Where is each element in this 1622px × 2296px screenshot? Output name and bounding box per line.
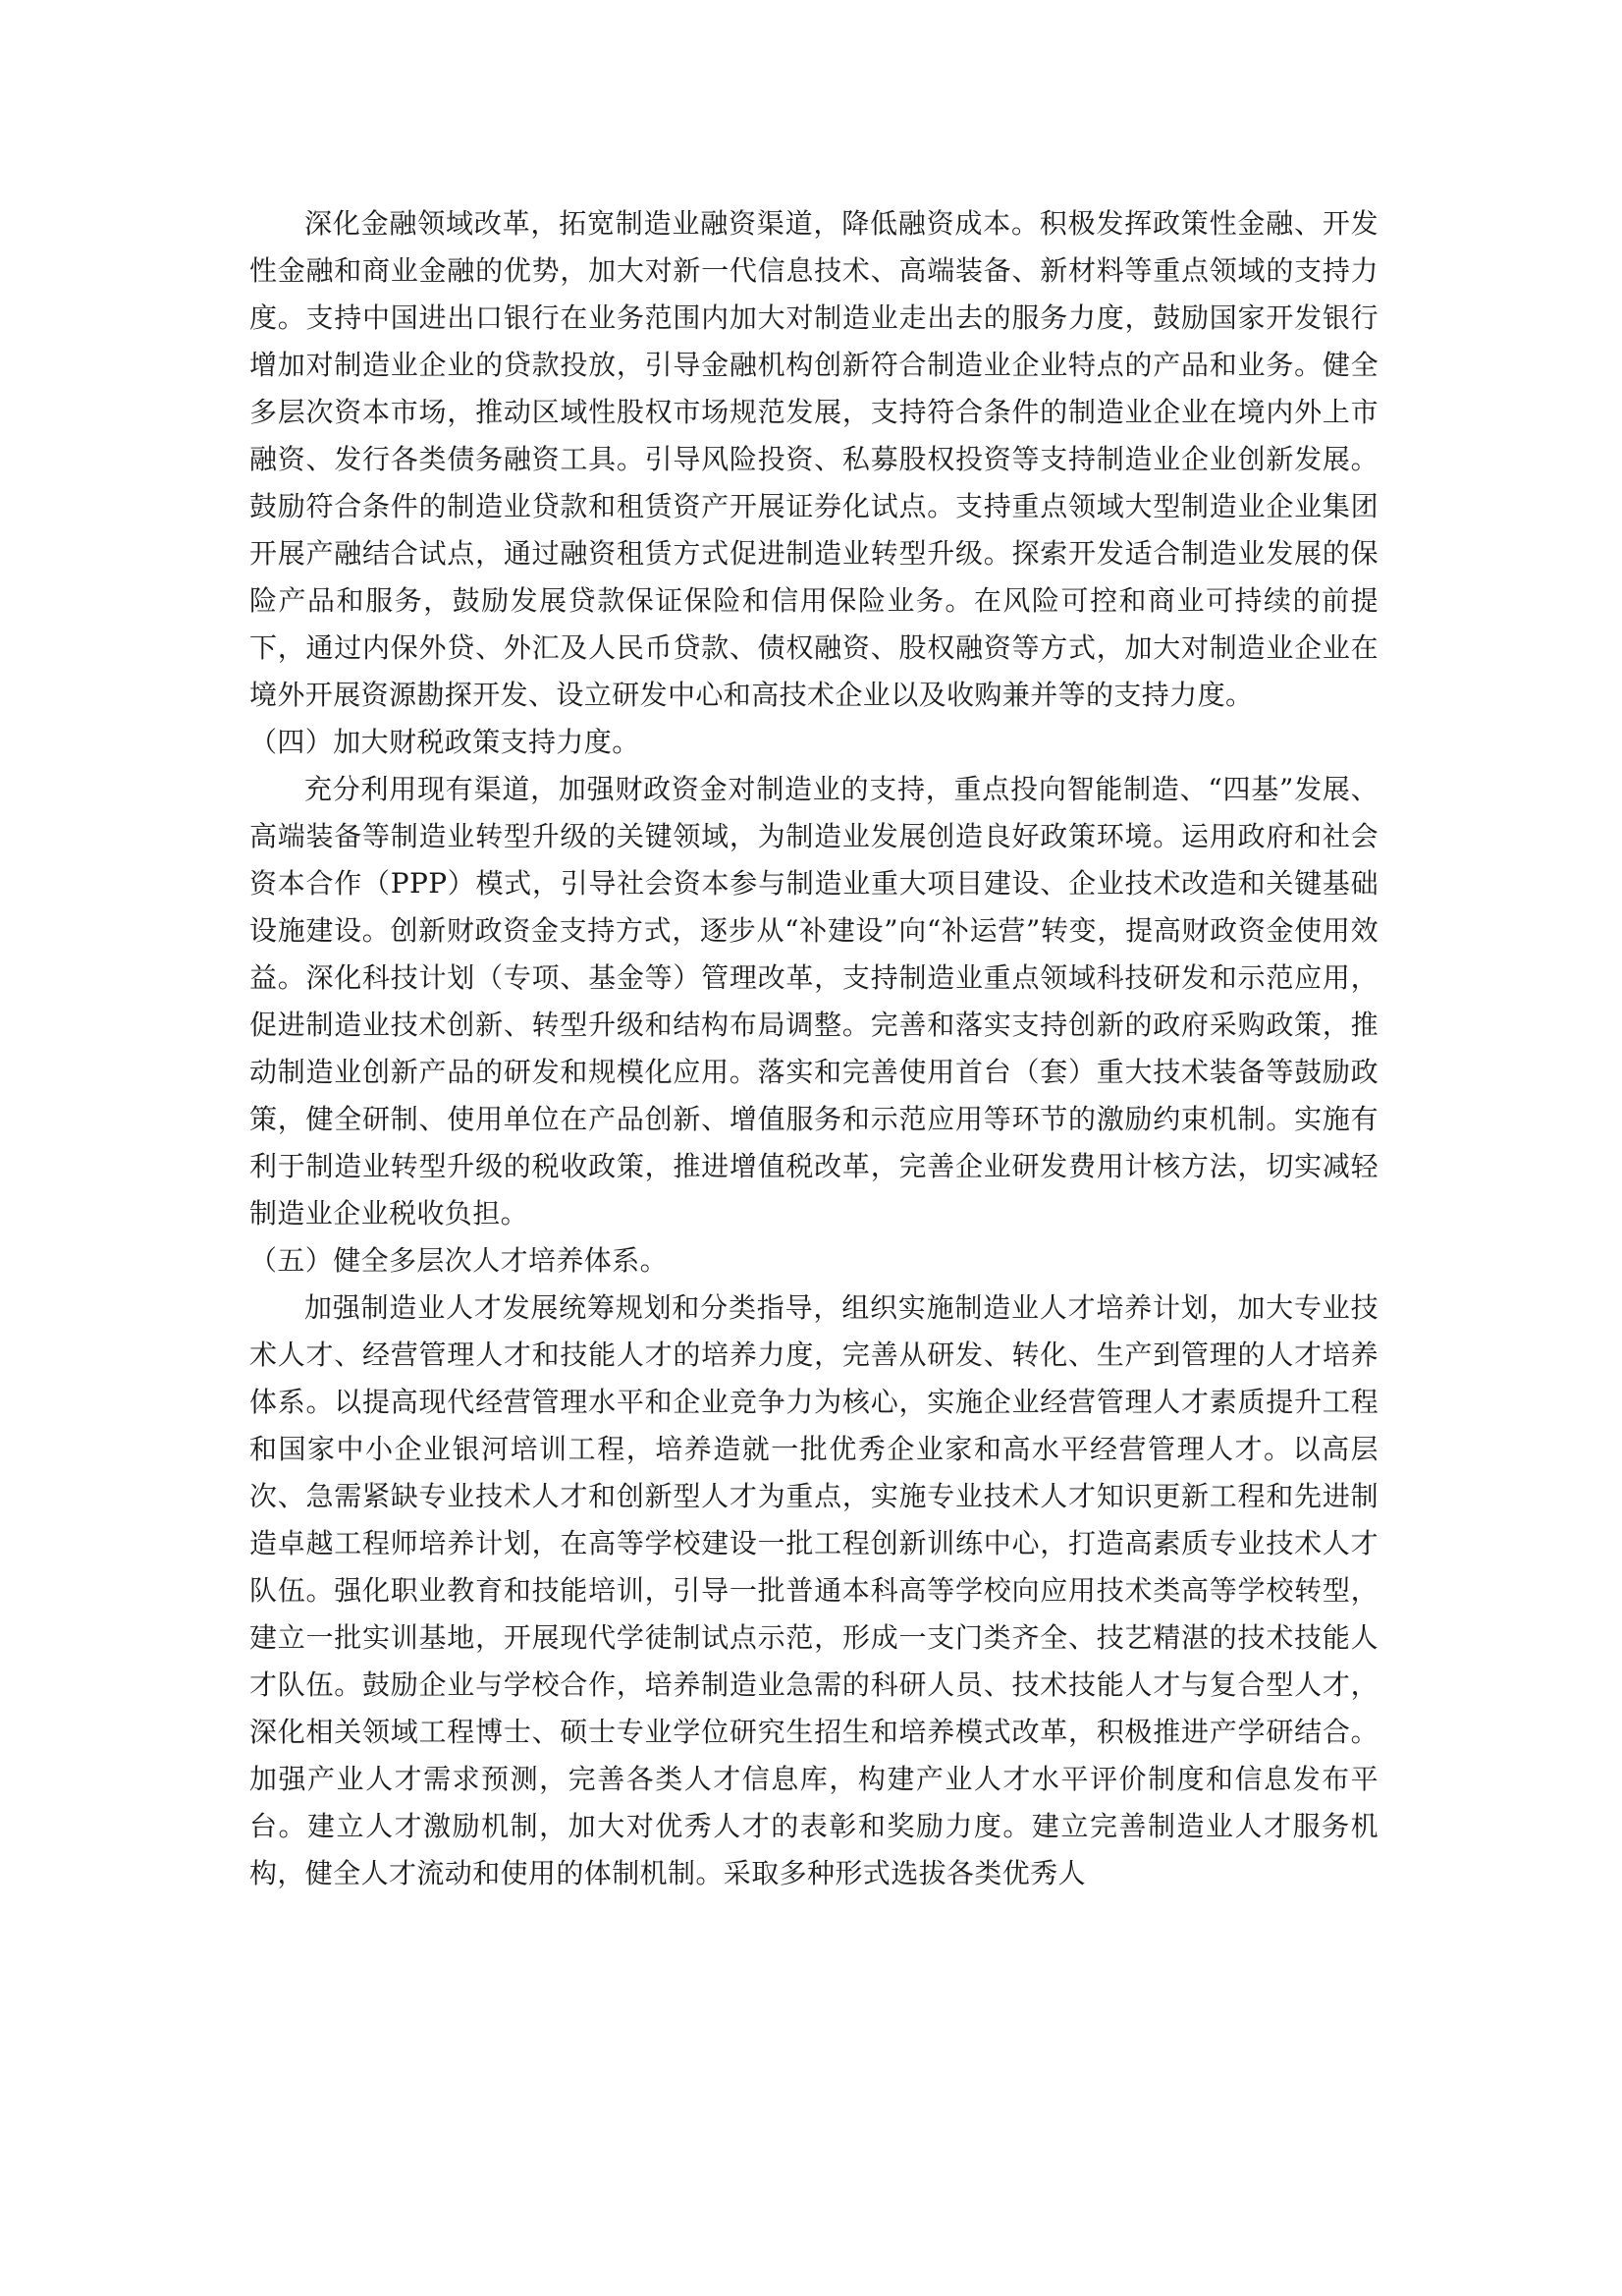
document-page xyxy=(249,200,1379,1897)
paragraph-talent-training: 加强制造业人才发展统筹规划和分类指导，组织实施制造业人才培养计划，加大专业技术人才、经营管理人才和技能人才的培养力度，完善从研发、转化、生产到管理的人才培养体系。以提高现代经营管理水平和企业竞争力为核心，实施企业经营管理人才素质提升工程和国家中小企业银河培训工程，培养造就一批优秀企业家和高水平经营管理人才。以高层次、急需紧缺专业技术人才和创新型人才为重点，实施专业技术人才知识更新工程和先进制造卓越工程师培养计划，在高等学校建设一批工程创新训练中心，打造高素质专业技术人才队伍。强化职业教育和技能培训，引导一批普通本科高等学校向应用技术类高等学校转型，建立一批实训基地，开展现代学徒制试点示范，形成一支门类齐全、技艺精湛的技术技能人才队伍。鼓励企业与学校合作，培养制造业急需的科研人员、技术技能人才与复合型人才，深化相关领域工程博士、硕士专业学位研究生招生和培养模式改革，积极推进产学研结合。加强产业人才需求预测，完善各类人才信息库，构建产业人才水平评价制度和信息发布平台。建立人才激励机制，加大对优秀人才的表彰和奖励力度。建立完善制造业人才服务机构，健全人才流动和使用的体制机制。采取多种形式选拔各类优秀人 xyxy=(249,1291,1379,1889)
paragraph-finance-reform: 深化金融领域改革，拓宽制造业融资渠道，降低融资成本。积极发挥政策性金融、开发性金融和商业金融的优势，加大对新一代信息技术、高端装备、新材料等重点领域的支持力度。支持中国进出口银行在业务范围内加大对制造业走出去的服务力度，鼓励国家开发银行增加对制造业企业的贷款投放，引导金融机构创新符合制造业企业特点的产品和业务。健全多层次资本市场，推动区域性股权市场规范发展，支持符合条件的制造业企业在境内外上市融资、发行各类债务融资工具。引导风险投资、私募股权投资等支持制造业企业创新发展。鼓励符合条件的制造业贷款和租赁资产开展证券化试点。支持重点领域大型制造业企业集团开展产融结合试点，通过融资租赁方式促进制造业转型升级。探索开发适合制造业发展的保险产品和服务，鼓励发展贷款保证保险和信用保险业务。在风险可控和商业可持续的前提下，通过内保外贷、外汇及人民币贷款、债权融资、股权融资等方式，加大对制造业企业在境外开展资源勘探开发、设立研发中心和高技术企业以及收购兼并等的支持力度。 xyxy=(249,207,1379,711)
section-heading-fiscal-policy: （四）加大财税政策支持力度。 xyxy=(249,726,640,758)
paragraph-fiscal-support: 充分利用现有渠道，加强财政资金对制造业的支持，重点投向智能制造、“四基”发展、高端装备等制造业转型升级的关键领域，为制造业发展创造良好政策环境。运用政府和社会资本合作（PPP）模式，引导社会资本参与制造业重大项目建设、企业技术改造和关键基础设施建设。创新财政资金支持方式，逐步从“补建设”向“补运营”转变，提高财政资金使用效益。深化科技计划（专项、基金等）管理改革，支持制造业重点领域科技研发和示范应用，促进制造业技术创新、转型升级和结构布局调整。完善和落实支持创新的政府采购政策，推动制造业创新产品的研发和规模化应用。落实和完善使用首台（套）重大技术装备等鼓励政策，健全研制、使用单位在产品创新、增值服务和示范应用等环节的激励约束机制。实施有利于制造业转型升级的税收政策，推进增值税改革，完善企业研发费用计核方法，切实减轻制造业企业税收负担。 xyxy=(249,773,1379,1230)
section-heading-talent-system: （五）健全多层次人才培养体系。 xyxy=(249,1244,669,1277)
